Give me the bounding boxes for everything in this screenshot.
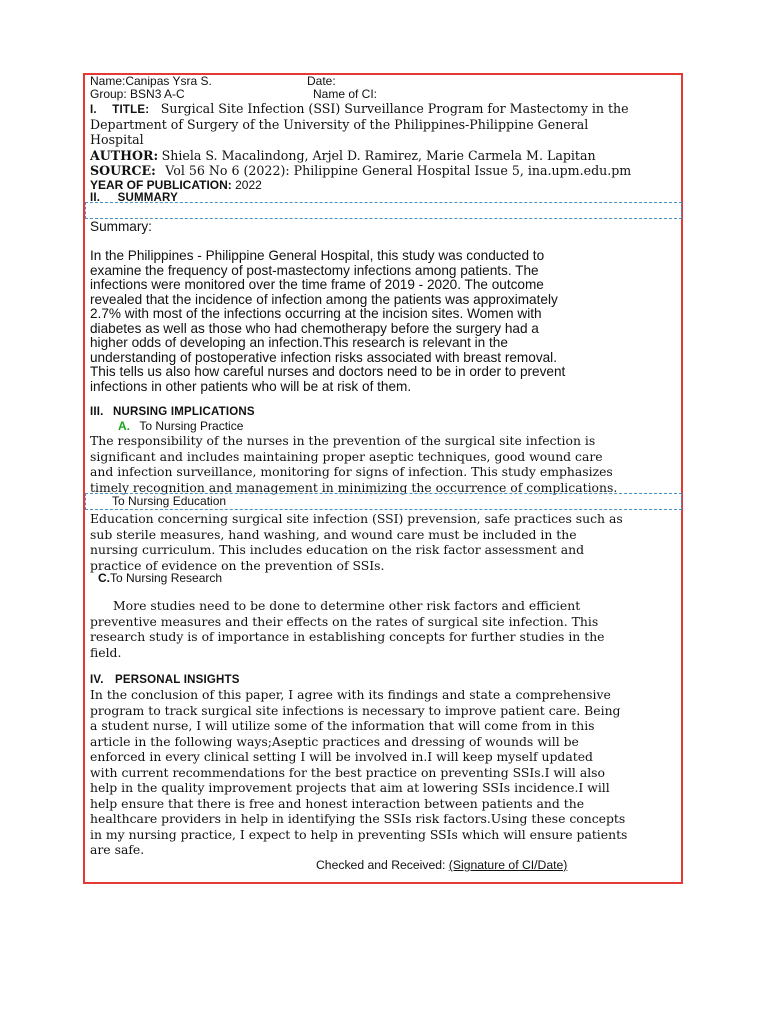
year-label: YEAR OF PUBLICATION: <box>90 178 232 192</box>
title-text-2: Department of Surgery of the University of the Philippines-Philippine General <box>90 117 589 132</box>
nursing-heading: NURSING IMPLICATIONS <box>113 406 255 418</box>
source-label: SOURCE: <box>90 163 156 178</box>
name-label: Name: <box>90 74 126 88</box>
summary-line: examine the frequency of post-mastectomy infections among patients. The <box>90 262 539 278</box>
summary-label: Summary: <box>90 219 152 234</box>
group-row <box>90 87 185 101</box>
signature-placeholder: (Signature of CI/Date) <box>448 858 568 872</box>
research-line: research study is of importance in establishing concepts for further studies in the <box>90 629 605 644</box>
year-value: 2022 <box>235 178 262 192</box>
practice-line: significant and includes maintaining proper aseptic techniques, good wound care <box>90 448 603 464</box>
title-line-1 <box>90 101 629 119</box>
practice-line: The responsibility of the nurses in the prevention of the surgical site infection is <box>90 433 596 448</box>
nursing-heading-row <box>90 406 255 418</box>
practice-subheading <box>118 419 243 433</box>
insights-heading: PERSONAL INSIGHTS <box>115 674 240 686</box>
summary-heading-box <box>85 202 682 219</box>
summary-line: infections were monitored over the time frame of 2019 - 2020. The outcome <box>90 277 544 292</box>
research-letter: C. <box>98 571 110 585</box>
year-row <box>90 178 262 192</box>
insights-line: program to track surgical site infections is necessary to improve patient care. Being <box>90 702 621 718</box>
practice-letter: A. <box>118 419 130 433</box>
insights-line: In the conclusion of this paper, I agree with its findings and state a comprehensive <box>90 687 611 702</box>
insights-line: help in the quality improvement projects that aim at lowering SSIs incidence.I will <box>90 780 610 795</box>
practice-line: and infection surveillance, monitoring for signs of infection. This study emphasizes <box>90 464 613 479</box>
insights-line: in my nursing practice, I expect to help in preventing SSIs which will ensure patients <box>90 826 628 842</box>
practice-label: To Nursing Practice <box>139 419 244 433</box>
insights-line: help ensure that there is free and honest interaction between patients and the <box>90 795 585 811</box>
summary-numeral: II. <box>90 192 101 204</box>
research-line: More studies need to be done to determine other risk factors and efficient <box>113 598 581 613</box>
summary-line: 2.7% with most of the infections occurring at the incision sites. Women with <box>90 306 542 321</box>
summary-line: understanding of postoperative infection risks associated with breast removal. <box>90 349 557 365</box>
group-value: BSN3 A-C <box>130 87 185 101</box>
date-label: Date: <box>307 74 336 88</box>
summary-heading: SUMMARY <box>117 192 178 204</box>
ci-label: Name of CI: <box>313 87 378 101</box>
title-numeral: I. <box>90 104 97 116</box>
insights-line: are safe. <box>90 842 145 857</box>
summary-line: diabetes as well as those who had chemotherapy before the surgery had a <box>90 320 539 336</box>
education-line: Education concerning surgical site infection (SSI) prevension, safe practices such as <box>90 511 623 526</box>
summary-line: In the Philippines - Philippine General Hospital, this study was conducted to <box>90 248 545 263</box>
summary-line: higher odds of developing an infection.This research is relevant in the <box>90 335 508 350</box>
insights-line: a student nurse, I will utilize some of the information that will come from in this <box>90 718 595 733</box>
title-text-3: Hospital <box>90 132 144 147</box>
practice-line: timely recognition and management in minimizing the occurrence of complications. <box>90 479 618 495</box>
insights-line: with current recommendations for the best practice on preventing SSIs.I will also <box>90 764 605 780</box>
title-text-1: Surgical Site Infection (SSI) Surveillance Program for Mastectomy in the <box>160 101 629 116</box>
insights-numeral: IV. <box>90 674 104 686</box>
research-label: To Nursing Research <box>110 571 223 585</box>
summary-line: revealed that the incidence of infection among the patients was approximately <box>90 291 558 307</box>
author-label: AUTHOR: <box>90 148 159 163</box>
insights-line: enforced in every clinical setting I will be involved in.I will keep myself updated <box>90 749 593 764</box>
checked-received-row <box>316 858 567 872</box>
education-label: To Nursing Education <box>112 494 227 508</box>
checked-label: Checked and Received: <box>316 858 446 872</box>
summary-line: This tells us also how careful nurses and doctors need to be in order to prevent <box>90 364 566 379</box>
name-row <box>90 74 212 88</box>
name-value: Canipas Ysra S. <box>125 74 212 88</box>
title-label: TITLE: <box>112 104 150 116</box>
insights-heading-row <box>90 674 240 686</box>
author-value: Shiela S. Macalindong, Arjel D. Ramirez, Marie Carmela M. Lapitan <box>161 148 596 163</box>
nursing-numeral: III. <box>90 406 104 418</box>
education-line: practice of evidence on the prevention of SSIs. <box>90 557 385 573</box>
education-line: sub sterile measures, hand washing, and wound care must be included in the <box>90 526 577 542</box>
research-line: field. <box>90 644 122 660</box>
source-value: Vol 56 No 6 (2022): Philippine General Hospital Issue 5, ina.upm.edu.pm <box>165 163 632 178</box>
insights-line: article in the following ways;Aseptic practices and dressing of wounds will be <box>90 733 579 749</box>
education-line: nursing curriculum. This includes education on the risk factor assessment and <box>90 542 585 557</box>
group-label: Group: <box>90 87 127 101</box>
summary-line: infections in other patients who will be at risk of them. <box>90 378 412 394</box>
research-line: preventive measures and their effects on the rates of surgical site infection. This <box>90 613 599 629</box>
insights-line: healthcare providers in help in identifying the SSIs risk factors.Using these concepts <box>90 811 626 826</box>
research-subheading <box>98 571 222 585</box>
